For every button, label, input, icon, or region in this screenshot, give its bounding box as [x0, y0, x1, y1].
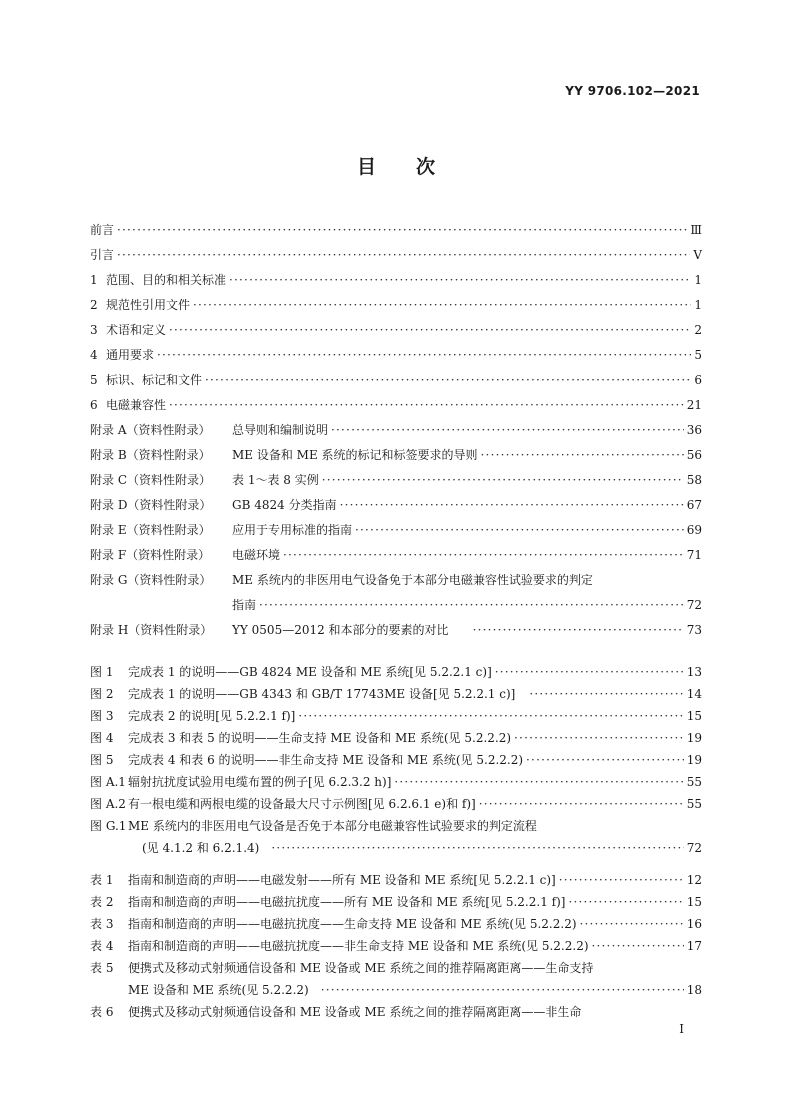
figure-prefix: 图 4 [90, 731, 114, 745]
toc-number: 5 [90, 373, 98, 387]
toc-entry-figure-2[interactable] [90, 686, 702, 702]
toc-page: 72 [686, 598, 702, 612]
toc-label: 引言 [90, 248, 115, 262]
toc-label: ME 设备和 ME 系统的标记和标签要求的导则 [232, 448, 478, 462]
toc-page: 73 [686, 623, 702, 637]
toc-entry-figure-g1[interactable] [90, 818, 537, 834]
toc-entry-table-5-cont[interactable] [128, 982, 702, 998]
toc-label-cont: 指南 [232, 598, 257, 612]
leader-dots [479, 796, 684, 812]
toc-page: 18 [686, 983, 702, 997]
toc-page: 19 [686, 731, 702, 745]
leader-dots [229, 272, 691, 288]
toc-entry-table-4[interactable] [90, 938, 702, 954]
title-char-1: 目 [356, 156, 376, 178]
toc-entry-table-3[interactable] [90, 916, 702, 932]
leader-dots [205, 372, 691, 388]
annex-prefix: 附录 F（资料性附录） [90, 548, 211, 562]
toc-label: 便携式及移动式射频通信设备和 ME 设备或 ME 系统之间的推荐隔离距离——生命支持 [128, 961, 594, 975]
table-prefix: 表 5 [90, 961, 114, 975]
toc-page: 36 [686, 423, 702, 437]
leader-dots [481, 447, 684, 463]
toc-page: 1 [694, 273, 702, 287]
toc-number: 2 [90, 298, 98, 312]
toc-label: GB 4824 分类指南 [232, 498, 337, 512]
toc-entry-table-5[interactable] [90, 960, 593, 976]
toc-entry-annex-h[interactable] [90, 622, 702, 638]
toc-label: 有一根电缆和两根电缆的设备最大尺寸示例图[见 6.2.6.1 e)和 f)] [128, 797, 476, 811]
toc-label-cont: ME 设备和 ME 系统(见 5.2.2.2) [128, 983, 309, 997]
leader-dots [559, 872, 684, 888]
toc-page: 15 [686, 895, 702, 909]
toc-entry-chapter-5[interactable] [90, 372, 702, 388]
toc-label: 总导则和编制说明 [232, 423, 329, 437]
toc-entry-annex-g-cont[interactable] [232, 597, 702, 613]
toc-label: 术语和定义 [106, 323, 167, 337]
annex-prefix: 附录 C（资料性附录） [90, 473, 211, 487]
page-number: Ⅰ [679, 1022, 684, 1036]
toc-label: 电磁兼容性 [106, 398, 167, 412]
toc-label: 范围、目的和相关标准 [106, 273, 227, 287]
leader-dots [169, 397, 684, 413]
table-prefix: 表 4 [90, 939, 114, 953]
toc-label: ME 系统内的非医用电气设备免于本部分电磁兼容性试验要求的判定 [232, 573, 593, 587]
toc-entry-chapter-1[interactable] [90, 272, 702, 288]
page-title [0, 152, 792, 179]
toc-label: ME 系统内的非医用电气设备是否免于本部分电磁兼容性试验要求的判定流程 [128, 819, 537, 833]
toc-entry-chapter-4[interactable] [90, 347, 702, 363]
toc-label: 便携式及移动式射频通信设备和 ME 设备或 ME 系统之间的推荐隔离距离——非生命 [128, 1005, 582, 1019]
toc-entry-table-6[interactable] [90, 1004, 581, 1020]
figure-prefix: 图 3 [90, 709, 114, 723]
toc-number: 3 [90, 323, 98, 337]
leader-dots [169, 322, 691, 338]
leader-dots [117, 222, 687, 238]
toc-entry-annex-e[interactable] [90, 522, 702, 538]
toc-label: 完成表 3 和表 5 的说明——生命支持 ME 设备和 ME 系统(见 5.2.2.2) [128, 731, 512, 745]
toc-label: 完成表 1 的说明——GB 4824 ME 设备和 ME 系统[见 5.2.2.1 c)] [128, 665, 492, 679]
toc-entry-annex-g[interactable] [90, 572, 593, 588]
leader-dots [526, 752, 684, 768]
standard-number: YY 9706.102—2021 [565, 84, 700, 98]
leader-dots [514, 730, 684, 746]
toc-entry-annex-b[interactable] [90, 447, 702, 463]
toc-page: 58 [686, 473, 702, 487]
toc-label: 指南和制造商的声明——电磁发射——所有 ME 设备和 ME 系统[见 5.2.2.1 c)] [128, 873, 556, 887]
toc-label: 指南和制造商的声明——电磁抗扰度——所有 ME 设备和 ME 系统[见 5.2.2.1 f)] [128, 895, 566, 909]
toc-page: 6 [694, 373, 702, 387]
toc-label: 指南和制造商的声明——电磁抗扰度——非生命支持 ME 设备和 ME 系统(见 5.2.2.2) [128, 939, 589, 953]
leader-dots [580, 916, 684, 932]
toc-page: 72 [686, 841, 702, 855]
toc-label: 通用要求 [106, 348, 155, 362]
toc-page: Ⅲ [690, 223, 702, 237]
annex-prefix: 附录 B（资料性附录） [90, 448, 211, 462]
annex-prefix: 附录 A（资料性附录） [90, 423, 211, 437]
annex-prefix: 附录 H（资料性附录） [90, 623, 213, 637]
figure-prefix: 图 5 [90, 753, 114, 767]
toc-entry-chapter-6[interactable] [90, 397, 702, 413]
toc-page: 21 [686, 398, 702, 412]
toc-entry-figure-5[interactable] [90, 752, 702, 768]
leader-dots [394, 774, 683, 790]
toc-label: 辐射抗扰度试验用电缆布置的例子[见 6.2.3.2 h)] [128, 775, 392, 789]
leader-dots [340, 497, 684, 513]
table-prefix: 表 1 [90, 873, 114, 887]
toc-entry-annex-a[interactable] [90, 422, 702, 438]
leader-dots [592, 938, 684, 954]
toc-page: 56 [686, 448, 702, 462]
toc-entry-figure-4[interactable] [90, 730, 702, 746]
toc-label: 应用于专用标准的指南 [232, 523, 353, 537]
toc-entry-chapter-3[interactable] [90, 322, 702, 338]
toc-page: 13 [686, 665, 702, 679]
toc-page: 55 [686, 797, 702, 811]
figure-prefix: 图 2 [90, 687, 114, 701]
table-prefix: 表 6 [90, 1005, 114, 1019]
toc-label: 完成表 4 和表 6 的说明——非生命支持 ME 设备和 ME 系统(见 5.2.2.2) [128, 753, 524, 767]
annex-prefix: 附录 D（资料性附录） [90, 498, 212, 512]
toc-entry-introduction[interactable] [90, 247, 702, 263]
toc-page: 69 [686, 523, 702, 537]
table-prefix: 表 3 [90, 917, 114, 931]
toc-label: 电磁环境 [232, 548, 281, 562]
table-prefix: 表 2 [90, 895, 114, 909]
toc-page: 67 [686, 498, 702, 512]
toc-number: 1 [90, 273, 98, 287]
toc-page: 55 [686, 775, 702, 789]
toc-entry-table-1[interactable] [90, 872, 702, 888]
toc-entry-figure-g1-cont[interactable] [142, 840, 702, 856]
leader-dots [117, 247, 690, 263]
toc-label-cont: (见 4.1.2 和 6.2.1.4) [142, 841, 260, 855]
leader-dots [193, 297, 691, 313]
leader-dots [321, 982, 684, 998]
figure-prefix: 图 1 [90, 665, 114, 679]
leader-dots [529, 686, 683, 702]
leader-dots [322, 472, 684, 488]
leader-dots [331, 422, 684, 438]
leader-dots [495, 664, 684, 680]
toc-entry-foreword[interactable] [90, 222, 702, 238]
toc-label: 完成表 2 的说明[见 5.2.2.1 f)] [128, 709, 296, 723]
toc-entry-annex-f[interactable] [90, 547, 702, 563]
toc-label: 标识、标记和文件 [106, 373, 203, 387]
leader-dots [355, 522, 684, 538]
figure-prefix: 图 G.1 [90, 819, 127, 833]
toc-label: 规范性引用文件 [106, 298, 191, 312]
toc-entry-chapter-2[interactable] [90, 297, 702, 313]
toc-page: 15 [686, 709, 702, 723]
leader-dots [283, 547, 684, 563]
toc-label: 表 1～表 8 实例 [232, 473, 319, 487]
toc-page: 12 [686, 873, 702, 887]
toc-number: 4 [90, 348, 98, 362]
toc-entry-figure-a1[interactable] [90, 774, 702, 790]
toc-label: 指南和制造商的声明——电磁抗扰度——生命支持 ME 设备和 ME 系统(见 5.2.2.2) [128, 917, 577, 931]
toc-page: 1 [694, 298, 702, 312]
figure-prefix: 图 A.1 [90, 775, 126, 789]
leader-dots [298, 708, 683, 724]
toc-entry-annex-c[interactable] [90, 472, 702, 488]
toc-page: Ⅴ [693, 248, 702, 262]
toc-entry-table-2[interactable] [90, 894, 702, 910]
toc-label: 前言 [90, 223, 115, 237]
toc-page: 16 [686, 917, 702, 931]
toc-page: 14 [686, 687, 702, 701]
leader-dots [473, 622, 684, 638]
leader-dots [259, 597, 684, 613]
toc-entry-figure-a2[interactable] [90, 796, 702, 812]
leader-dots [568, 894, 683, 910]
toc-page: 71 [686, 548, 702, 562]
toc-number: 6 [90, 398, 98, 412]
leader-dots [271, 840, 683, 856]
toc-entry-annex-d[interactable] [90, 497, 702, 513]
annex-prefix: 附录 E（资料性附录） [90, 523, 211, 537]
toc-page: 5 [694, 348, 702, 362]
annex-prefix: 附录 G（资料性附录） [90, 573, 212, 587]
leader-dots [157, 347, 691, 363]
toc-label: YY 0505—2012 和本部分的要素的对比 [232, 623, 449, 637]
toc-page: 2 [694, 323, 702, 337]
toc-entry-figure-3[interactable] [90, 708, 702, 724]
figure-prefix: 图 A.2 [90, 797, 126, 811]
toc-page: 17 [686, 939, 702, 953]
toc-page: 19 [686, 753, 702, 767]
toc-entry-figure-1[interactable] [90, 664, 702, 680]
toc-label: 完成表 1 的说明——GB 4343 和 GB/T 17743ME 设备[见 5.2.2.1 c)] [128, 687, 516, 701]
title-char-2: 次 [416, 156, 436, 178]
